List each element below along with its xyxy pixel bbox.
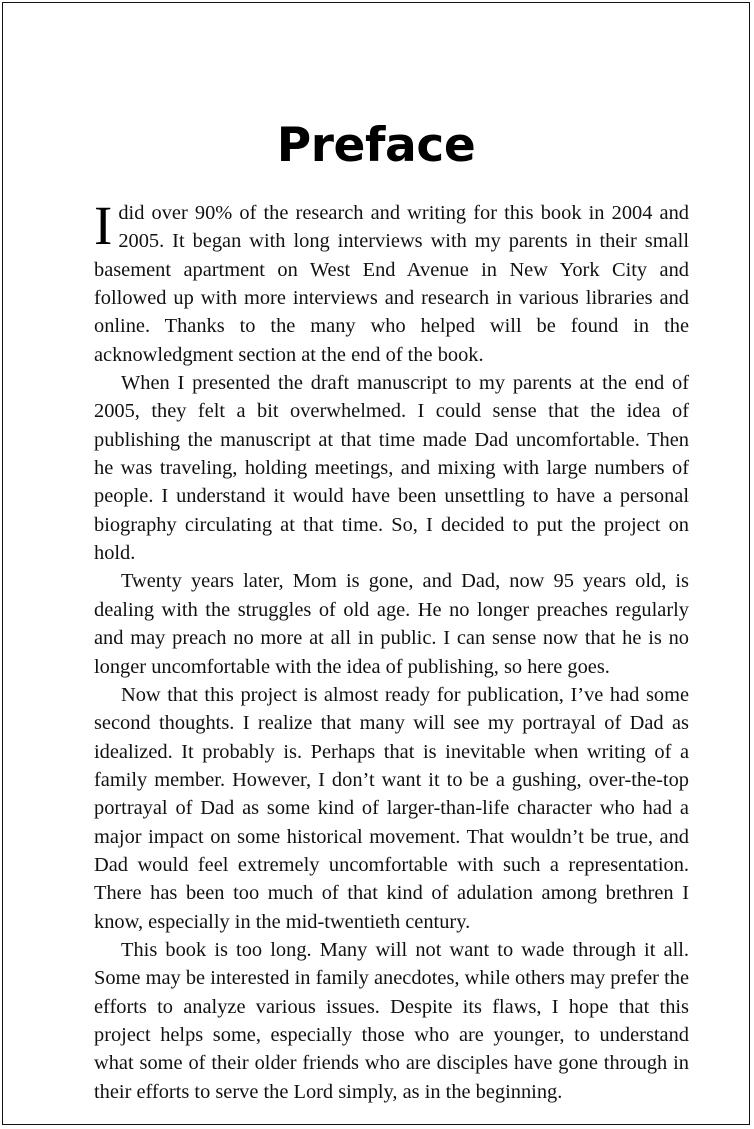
paragraph-2: When I presented the draft manuscript to my parents at the end of 2005, they felt a bit overwhelmed. I could sense that the idea of publishing the manuscript at that time made Dad uncomfortable. Then he was traveling, holding meetings, and mixing with large numbers of people. I understand it would have been unsettling to have a personal biography circulating at that time. So, I decided to put the project on hold. bbox=[94, 372, 689, 565]
book-page bbox=[2, 2, 750, 1125]
paragraph-4: Now that this project is almost ready for publication, I’ve had some second thoughts. I realize that many will see my portrayal of Dad as idealized. It probably is. Perhaps that is inevitable when writing of a family member. However, I don’t want it to be a gushing, over-the-top portrayal of Dad as some kind of larger-than-life character who had a major impact on some historical movement. That wouldn’t be true, and Dad would feel extremely uncomfortable with such a representation. There has been too much of that kind of adulation among brethren I know, especially in the mid-twentieth century. bbox=[94, 683, 689, 933]
paragraph-3: Twenty years later, Mom is gone, and Dad, now 95 years old, is dealing with the struggles of old age. He no longer preaches regularly and may preach no more at all in public. I can sense now that he is no longer uncomfortable with the idea of publishing, so here goes. bbox=[94, 570, 689, 678]
page-title: Preface bbox=[276, 118, 476, 174]
preface-body bbox=[94, 195, 689, 1106]
page-content-area bbox=[3, 3, 749, 1124]
paragraph-1: Idid over 90% of the research and writing for this book in 2004 and 2005. It began with long interviews with my parents in their small basement apartment on West End Avenue in New York City and followed up with more interviews and research in various libraries and online. Thanks to the many who helped will be found in the acknowledgment section at the end of the book. bbox=[94, 195, 689, 366]
paragraph-5: This book is too long. Many will not want to wade through it all. Some may be interested in family anecdotes, while others may prefer the efforts to analyze various issues. Despite its flaws, I hope that this project helps some, especially those who are younger, to understand what some of their older friends who are disciples have gone through in their efforts to serve the Lord simply, as in the beginning. bbox=[94, 938, 689, 1103]
